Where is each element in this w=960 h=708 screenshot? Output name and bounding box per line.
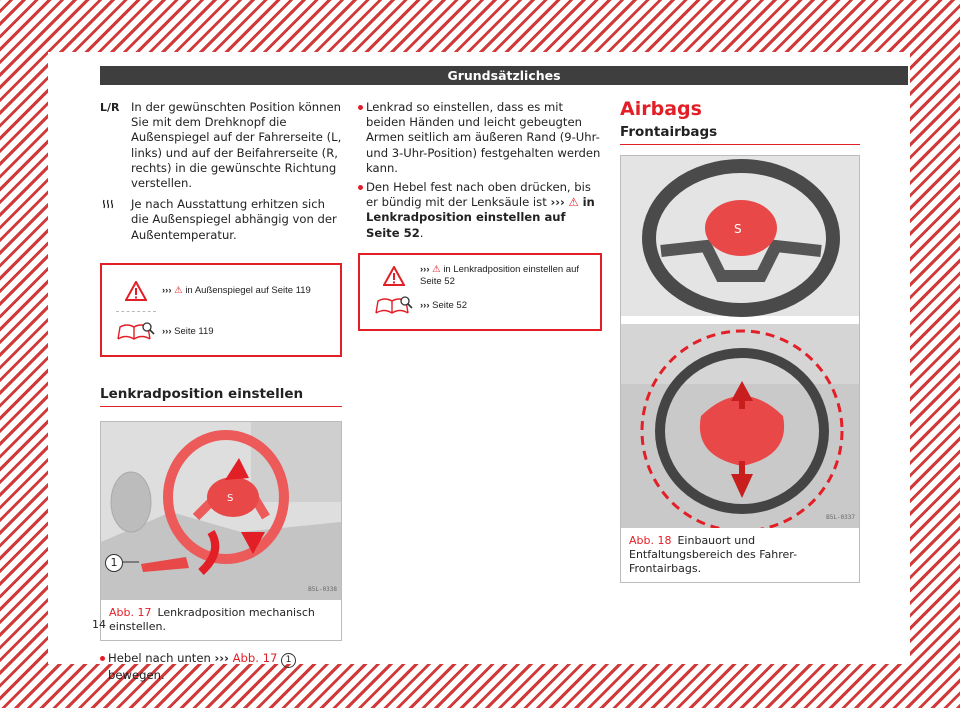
bullet-lever-up	[358, 180, 602, 241]
warn-link[interactable]: in Lenkradposition einstellen auf Seite 52	[420, 263, 580, 287]
lr-text: In der gewünschten Position können Sie mit dem Drehknopf die Außenspiegel auf der Fahrerseite (L, links) und auf der Beifahrerseite (R, rechts) in die gewünschte Richtung verstellen.	[131, 100, 342, 191]
ref-arrows: ›››	[214, 651, 229, 666]
column-middle	[358, 100, 602, 331]
manual-page	[48, 52, 910, 683]
book-link[interactable]: Seite 119	[174, 325, 214, 337]
bullet-text: Den Hebel fest nach oben drücken, bis er bündig mit der Lenksäule ist	[366, 180, 591, 210]
figure-label: Abb. 18	[629, 534, 672, 548]
list-item-lr	[100, 100, 342, 191]
caption-text: Lenkradposition mechanisch einstellen.	[109, 606, 315, 634]
warning-box	[100, 263, 342, 357]
figure-code: B5L-0337	[826, 514, 855, 522]
figure-callout-1: 1	[105, 554, 123, 572]
chapter-title: Airbags	[620, 98, 702, 120]
steering-adjust-illustration	[101, 422, 341, 600]
ref-link[interactable]: in Lenkradposition einstellen auf Seite 52	[366, 195, 595, 240]
column-right	[620, 100, 860, 583]
bullet-text: Hebel nach unten	[108, 651, 211, 666]
warn-arrows: ›››	[162, 284, 172, 296]
book-search-icon	[374, 295, 414, 317]
section-title-frontairbags: Frontairbags	[620, 125, 860, 145]
figure-code: B5L-0338	[308, 585, 337, 593]
column-left	[100, 100, 342, 687]
svg-text:S: S	[227, 493, 234, 505]
warning-triangle-icon	[383, 266, 405, 286]
page-header: Grundsätzliches	[100, 66, 908, 85]
svg-text:S: S	[734, 222, 742, 237]
figure-18-caption	[621, 528, 859, 582]
figure-ref-link[interactable]: Abb. 17	[232, 651, 278, 666]
figure-17	[100, 421, 342, 641]
list-item-heating	[100, 197, 342, 243]
figure-17-caption	[101, 600, 341, 640]
ref-arrows: ›››	[550, 195, 565, 210]
book-arrows: ›››	[162, 325, 172, 337]
figure-label: Abb. 17	[109, 606, 152, 620]
bullet-lever-down	[100, 651, 342, 683]
warning-row	[368, 261, 592, 291]
page-number: 14	[92, 618, 106, 631]
book-row	[368, 291, 592, 321]
section-title-steering: Lenkradposition einstellen	[100, 387, 342, 407]
book-link[interactable]: Seite 52	[432, 299, 468, 311]
warn-link[interactable]: in Außenspiegel auf Seite 119	[185, 284, 311, 296]
bullet-text-end: bewegen.	[108, 668, 165, 683]
heating-text: Je nach Ausstattung erhitzen sich die Außenspiegel abhängig von der Außentemperatur.	[131, 197, 337, 242]
figure-17-image	[101, 422, 341, 600]
warn-arrows: ›››	[420, 263, 430, 275]
caption-text: Einbauort und Entfaltungsbereich des Fahrer-Frontairbags.	[629, 534, 798, 576]
warning-row	[110, 271, 332, 311]
callout-ref-1: 1	[281, 653, 296, 668]
airbag-illustration	[621, 156, 859, 528]
mirror-heating-icon	[102, 199, 114, 210]
lr-tag: L/R	[100, 101, 120, 114]
warning-triangle-icon	[125, 281, 147, 301]
small-warning-icon: ⚠	[432, 263, 441, 275]
warning-box	[358, 253, 602, 331]
book-search-icon	[116, 321, 156, 343]
small-warning-icon: ⚠	[568, 195, 579, 210]
book-row	[110, 312, 332, 352]
small-warning-icon: ⚠	[174, 284, 183, 296]
figure-18	[620, 155, 860, 583]
bullet-steering-position: Lenkrad so einstellen, dass es mit beiden Händen und leicht gebeugten Armen seitlich am äußeren Rand (9-Uhr- und 3-Uhr-Position) festgehalten werden kann.	[358, 100, 602, 176]
bullet-period: .	[419, 225, 424, 240]
figure-18-image	[621, 156, 859, 528]
book-arrows: ›››	[420, 299, 430, 311]
